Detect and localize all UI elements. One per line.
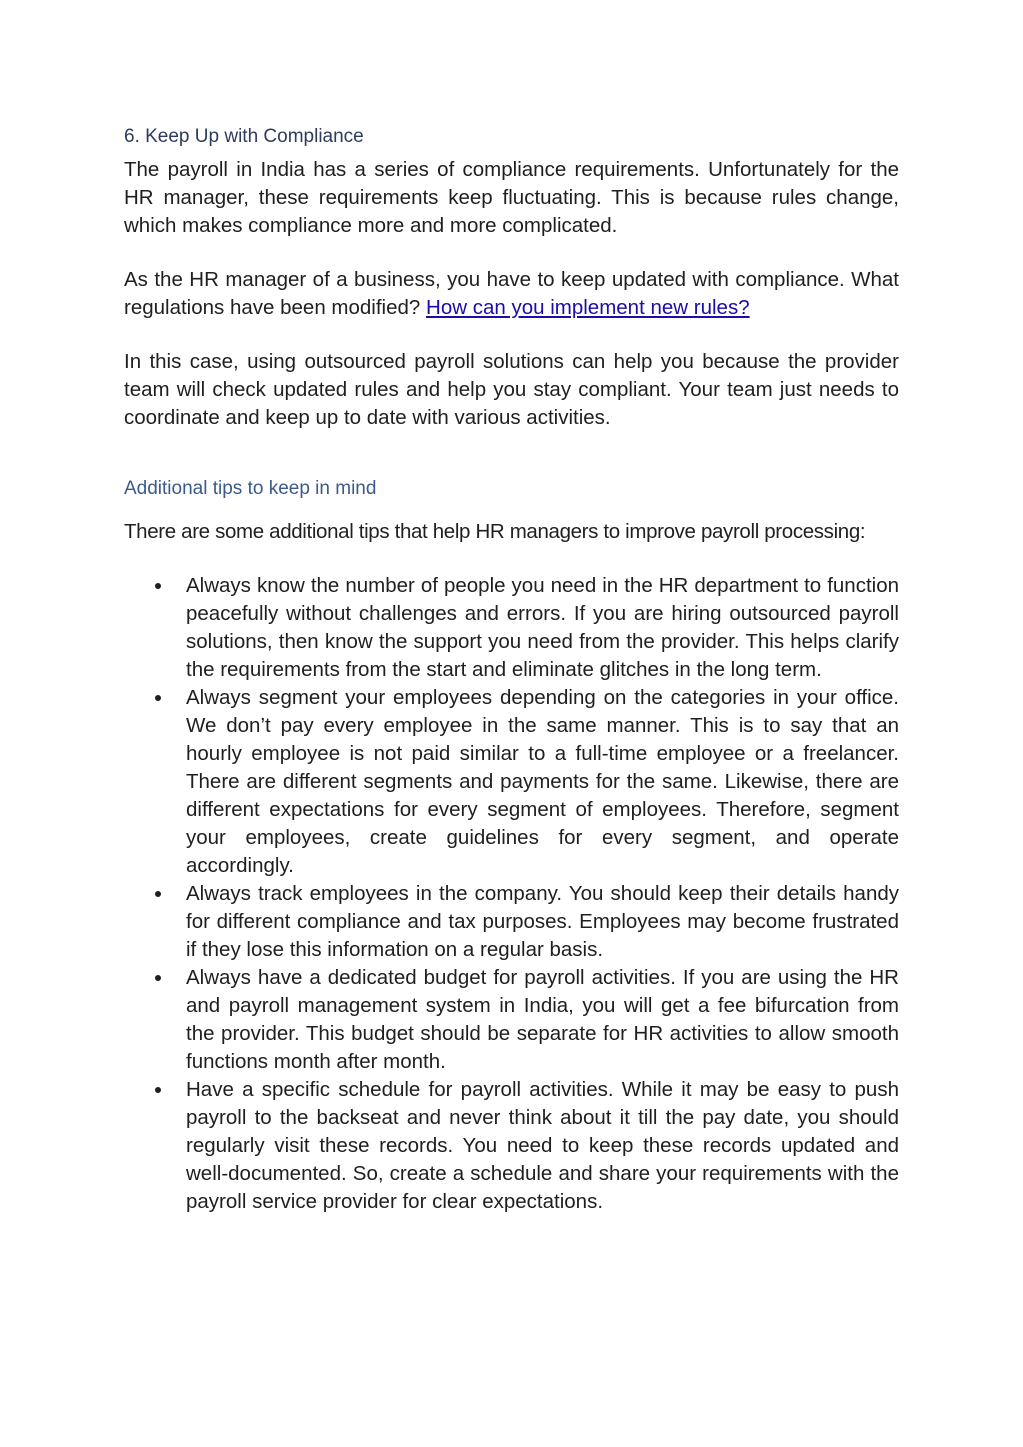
list-item-text: Always know the number of people you need in the HR department to function peacefully without challenges and errors. If you are hiring outsourced payroll solutions, then know the support you need from the provider. This helps clarify the requirements from the start and eliminate glitches in the long term.	[186, 574, 899, 681]
list-item	[124, 964, 899, 1076]
bullet-icon	[155, 1087, 161, 1093]
bullet-icon	[155, 695, 161, 701]
implement-new-rules-link[interactable]: How can you implement new rules?	[426, 296, 750, 319]
section-heading-additional-tips: Additional tips to keep in mind	[124, 478, 377, 499]
paragraph-compliance-updates	[124, 266, 899, 322]
list-item	[124, 1076, 899, 1216]
paragraph-compliance-intro: The payroll in India has a series of compliance requirements. Unfortunately for the HR manager, these requirements keep fluctuating. This is because rules change, which makes compliance more and more complicated.	[124, 158, 899, 237]
list-item-text: Have a specific schedule for payroll activities. While it may be easy to push payroll to the backseat and never think about it till the pay date, you should regularly visit these records. You need to keep these records updated and well-documented. So, create a schedule and share your requirements with the payroll service provider for clear expectations.	[186, 1078, 899, 1213]
bullet-icon	[155, 891, 161, 897]
list-item	[124, 880, 899, 964]
paragraph-outsourced-solutions: In this case, using outsourced payroll solutions can help you because the provider team will check updated rules and help you stay compliant. Your team just needs to coordinate and keep up to date with various activities.	[124, 350, 899, 429]
tips-list	[124, 572, 899, 1216]
list-item-text: Always track employees in the company. You should keep their details handy for different compliance and tax purposes. Employees may become frustrated if they lose this information on a regular basis.	[186, 882, 899, 961]
bullet-icon	[155, 583, 161, 589]
paragraph-compliance-updates-text: As the HR manager of a business, you have to keep updated with compliance. What regulations have been modified?	[124, 268, 899, 319]
list-item-text: Always have a dedicated budget for payroll activities. If you are using the HR and payroll management system in India, you will get a fee bifurcation from the provider. This budget should be separate for HR activities to allow smooth functions month after month.	[186, 966, 899, 1073]
list-item	[124, 572, 899, 684]
section-heading-compliance: 6. Keep Up with Compliance	[124, 126, 364, 147]
bullet-icon	[155, 975, 161, 981]
list-item-text: Always segment your employees depending on the categories in your office. We don’t pay every employee in the same manner. This is to say that an hourly employee is not paid similar to a full-time employee or a freelancer. There are different segments and payments for the same. Likewise, there are different expectations for every segment of employees. Therefore, segment your employees, create guidelines for every segment, and operate accordingly.	[186, 686, 899, 877]
document-content	[124, 124, 899, 1216]
tips-intro: There are some additional tips that help HR managers to improve payroll processing:	[124, 520, 866, 543]
list-item	[124, 684, 899, 880]
